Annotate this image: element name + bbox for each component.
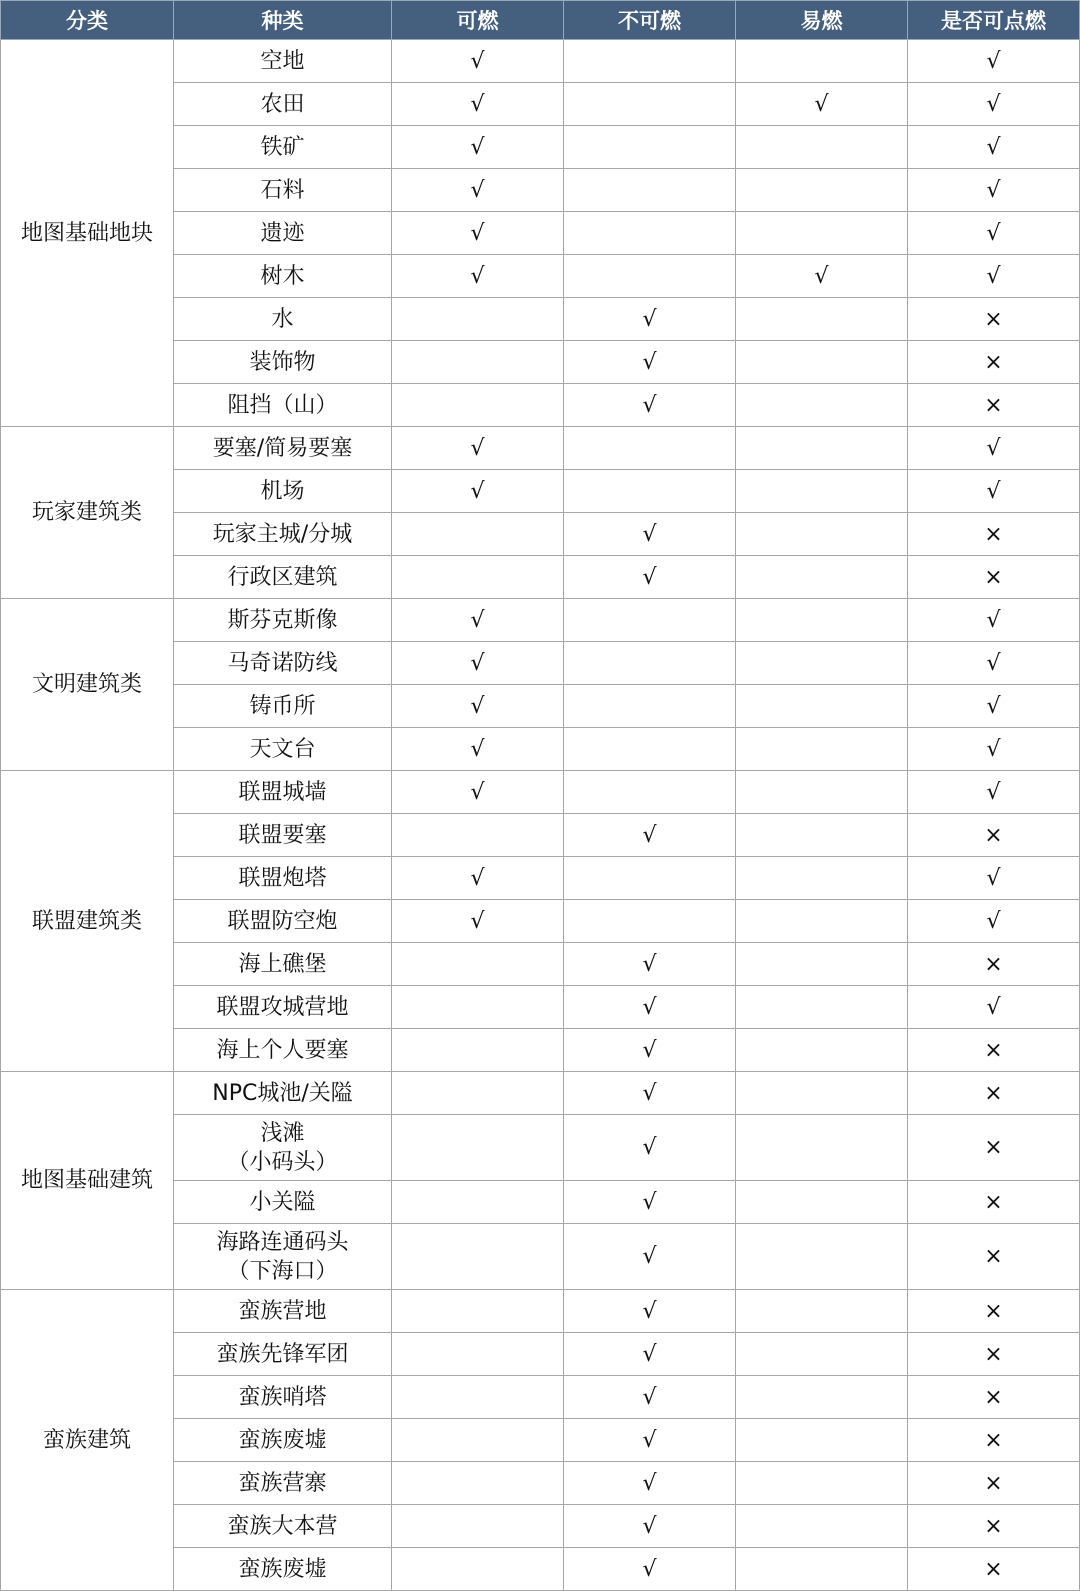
ignitable-cell: √	[908, 900, 1080, 943]
flammable-cell	[736, 298, 908, 341]
non-combustible-cell: √	[564, 1115, 736, 1181]
combustible-cell: √	[392, 126, 564, 169]
flammable-cell	[736, 470, 908, 513]
type-name-cell	[174, 1462, 392, 1505]
combustible-cell: √	[392, 728, 564, 771]
type-name: 蛮族大本营	[227, 1513, 338, 1539]
type-name: 蛮族废墟	[238, 1556, 327, 1582]
type-name: 玩家主城/分城	[212, 521, 353, 547]
type-name: 联盟要塞	[238, 822, 327, 848]
type-name-cell	[174, 126, 392, 169]
non-combustible-cell: √	[564, 298, 736, 341]
flammable-cell	[736, 900, 908, 943]
type-name-line2: （小码头）	[227, 1149, 338, 1175]
type-name: 海上个人要塞	[216, 1037, 349, 1063]
combustible-cell	[392, 986, 564, 1029]
non-combustible-cell	[564, 212, 736, 255]
flammable-cell	[736, 1462, 908, 1505]
type-name: NPC城池/关隘	[212, 1080, 353, 1106]
ignitable-cell: ×	[908, 814, 1080, 857]
type-name-cell	[174, 1072, 392, 1115]
flammable-cell	[736, 943, 908, 986]
flammable-cell	[736, 1376, 908, 1419]
combustible-cell	[392, 1115, 564, 1181]
combustible-cell: √	[392, 255, 564, 298]
ignitable-cell: ×	[908, 943, 1080, 986]
non-combustible-cell	[564, 40, 736, 83]
combustible-cell: √	[392, 427, 564, 470]
combustible-cell	[392, 1505, 564, 1548]
combustible-cell: √	[392, 169, 564, 212]
header-combustible: 可燃	[392, 1, 564, 40]
non-combustible-cell	[564, 427, 736, 470]
ignitable-cell: √	[908, 169, 1080, 212]
ignitable-cell: ×	[908, 384, 1080, 427]
ignitable-cell: ×	[908, 341, 1080, 384]
type-name-cell	[174, 1548, 392, 1591]
type-name: 要塞/简易要塞	[212, 435, 353, 461]
combustible-cell	[392, 1290, 564, 1333]
non-combustible-cell	[564, 126, 736, 169]
type-name: 空地	[260, 48, 305, 74]
flammable-cell	[736, 1029, 908, 1072]
type-name-cell	[174, 341, 392, 384]
non-combustible-cell: √	[564, 1181, 736, 1224]
flammable-cell	[736, 556, 908, 599]
combustible-cell: √	[392, 685, 564, 728]
combustible-cell: √	[392, 470, 564, 513]
table-row	[1, 1290, 1080, 1333]
combustible-cell: √	[392, 83, 564, 126]
type-name: 农田	[260, 91, 305, 117]
combustible-cell: √	[392, 771, 564, 814]
type-name-cell	[174, 1290, 392, 1333]
category-cell: 文明建筑类	[1, 599, 174, 771]
non-combustible-cell: √	[564, 1029, 736, 1072]
flammable-cell: √	[736, 83, 908, 126]
combustible-cell	[392, 1548, 564, 1591]
non-combustible-cell: √	[564, 1290, 736, 1333]
type-name: 铁矿	[260, 134, 305, 160]
combustible-cell	[392, 384, 564, 427]
ignitable-cell: ×	[908, 1462, 1080, 1505]
flammable-cell	[736, 427, 908, 470]
ignitable-cell: √	[908, 255, 1080, 298]
type-name-cell	[174, 728, 392, 771]
type-name-cell	[174, 1419, 392, 1462]
ignitable-cell: ×	[908, 1115, 1080, 1181]
type-name: 铸币所	[249, 693, 316, 719]
ignitable-cell: √	[908, 470, 1080, 513]
combustible-cell	[392, 1029, 564, 1072]
non-combustible-cell	[564, 728, 736, 771]
non-combustible-cell	[564, 642, 736, 685]
type-name: 行政区建筑	[227, 564, 338, 590]
table-row	[1, 771, 1080, 814]
header-non-combustible: 不可燃	[564, 1, 736, 40]
table-row	[1, 1072, 1080, 1115]
ignitable-cell: ×	[908, 1333, 1080, 1376]
ignitable-cell: √	[908, 857, 1080, 900]
non-combustible-cell: √	[564, 1333, 736, 1376]
flammable-cell	[736, 599, 908, 642]
header-row	[1, 1, 1080, 40]
combustible-cell	[392, 1333, 564, 1376]
type-name-cell	[174, 1333, 392, 1376]
type-name: 石料	[260, 177, 305, 203]
type-name: 小关隘	[249, 1189, 316, 1215]
non-combustible-cell	[564, 857, 736, 900]
non-combustible-cell	[564, 255, 736, 298]
flammable-cell	[736, 126, 908, 169]
non-combustible-cell: √	[564, 1505, 736, 1548]
type-name-cell	[174, 470, 392, 513]
combustible-cell: √	[392, 599, 564, 642]
ignitable-cell: √	[908, 599, 1080, 642]
ignitable-cell: ×	[908, 1072, 1080, 1115]
ignitable-cell: ×	[908, 556, 1080, 599]
type-name: 装饰物	[249, 349, 316, 375]
flammable-cell: √	[736, 255, 908, 298]
flammable-cell	[736, 857, 908, 900]
flammable-cell	[736, 814, 908, 857]
ignitable-cell: ×	[908, 513, 1080, 556]
flammable-cell	[736, 771, 908, 814]
combustible-cell: √	[392, 212, 564, 255]
non-combustible-cell: √	[564, 384, 736, 427]
type-name: 机场	[260, 478, 305, 504]
combustible-cell	[392, 1462, 564, 1505]
type-name-cell	[174, 1115, 392, 1181]
ignitable-cell: √	[908, 728, 1080, 771]
type-name: 阻挡（山）	[227, 392, 338, 418]
combustible-cell: √	[392, 857, 564, 900]
ignitable-cell: √	[908, 986, 1080, 1029]
flammable-cell	[736, 1224, 908, 1290]
flammable-cell	[736, 40, 908, 83]
type-name-cell	[174, 1029, 392, 1072]
type-name: 联盟防空炮	[227, 908, 338, 934]
ignitable-cell: √	[908, 427, 1080, 470]
type-name: 天文台	[249, 736, 316, 762]
type-name: 遗迹	[260, 220, 305, 246]
non-combustible-cell: √	[564, 1376, 736, 1419]
ignitable-cell: √	[908, 642, 1080, 685]
ignitable-cell: √	[908, 126, 1080, 169]
ignitable-cell: ×	[908, 1290, 1080, 1333]
type-name-cell	[174, 685, 392, 728]
combustible-cell: √	[392, 900, 564, 943]
non-combustible-cell: √	[564, 814, 736, 857]
combustible-cell	[392, 1376, 564, 1419]
ignitable-cell: √	[908, 40, 1080, 83]
non-combustible-cell	[564, 771, 736, 814]
type-name-cell	[174, 384, 392, 427]
header-type: 种类	[174, 1, 392, 40]
type-name-cell	[174, 1376, 392, 1419]
type-name-cell	[174, 814, 392, 857]
combustible-cell	[392, 814, 564, 857]
flammable-cell	[736, 341, 908, 384]
non-combustible-cell	[564, 599, 736, 642]
combustible-cell	[392, 513, 564, 556]
non-combustible-cell	[564, 169, 736, 212]
type-name-cell	[174, 943, 392, 986]
flammable-cell	[736, 1548, 908, 1591]
combustible-cell	[392, 556, 564, 599]
category-cell: 地图基础建筑	[1, 1072, 174, 1290]
type-name: 树木	[260, 263, 305, 289]
type-name-cell	[174, 1181, 392, 1224]
combustible-cell	[392, 298, 564, 341]
combustible-cell	[392, 1224, 564, 1290]
non-combustible-cell: √	[564, 1072, 736, 1115]
type-name: 海路连通码头	[216, 1229, 349, 1255]
flammable-cell	[736, 642, 908, 685]
non-combustible-cell: √	[564, 986, 736, 1029]
non-combustible-cell: √	[564, 1224, 736, 1290]
ignitable-cell: ×	[908, 1548, 1080, 1591]
category-cell: 联盟建筑类	[1, 771, 174, 1072]
flammable-cell	[736, 1333, 908, 1376]
combustible-cell: √	[392, 642, 564, 685]
non-combustible-cell	[564, 83, 736, 126]
ignitable-cell: √	[908, 212, 1080, 255]
non-combustible-cell: √	[564, 341, 736, 384]
type-name: 马奇诺防线	[227, 650, 338, 676]
ignitable-cell: ×	[908, 1376, 1080, 1419]
table-row	[1, 427, 1080, 470]
type-name-cell	[174, 1505, 392, 1548]
type-name-cell	[174, 40, 392, 83]
non-combustible-cell	[564, 900, 736, 943]
non-combustible-cell	[564, 470, 736, 513]
combustible-cell	[392, 943, 564, 986]
type-name-cell	[174, 212, 392, 255]
type-name: 斯芬克斯像	[227, 607, 338, 633]
flammable-cell	[736, 1290, 908, 1333]
flammable-cell	[736, 384, 908, 427]
type-name: 蛮族先锋军团	[216, 1341, 349, 1367]
category-cell: 地图基础地块	[1, 40, 174, 427]
category-cell: 玩家建筑类	[1, 427, 174, 599]
type-name: 海上礁堡	[238, 951, 327, 977]
ignitable-cell: ×	[908, 1029, 1080, 1072]
type-name-cell	[174, 556, 392, 599]
ignitable-cell: ×	[908, 1505, 1080, 1548]
header-flammable: 易燃	[736, 1, 908, 40]
ignitable-cell: √	[908, 771, 1080, 814]
type-name: 蛮族营寨	[238, 1470, 327, 1496]
non-combustible-cell: √	[564, 1548, 736, 1591]
flammable-cell	[736, 513, 908, 556]
table-row	[1, 599, 1080, 642]
type-name: 浅滩	[260, 1120, 305, 1146]
non-combustible-cell: √	[564, 1462, 736, 1505]
type-name: 水	[271, 306, 294, 332]
flammable-cell	[736, 169, 908, 212]
type-name-cell	[174, 169, 392, 212]
non-combustible-cell: √	[564, 556, 736, 599]
non-combustible-cell: √	[564, 943, 736, 986]
type-name-cell	[174, 599, 392, 642]
type-name-cell	[174, 83, 392, 126]
type-name-line2: （下海口）	[227, 1258, 338, 1284]
combustible-cell	[392, 341, 564, 384]
type-name: 联盟城墙	[238, 779, 327, 805]
ignitable-cell: √	[908, 685, 1080, 728]
type-name-cell	[174, 298, 392, 341]
non-combustible-cell: √	[564, 513, 736, 556]
combustible-cell	[392, 1072, 564, 1115]
type-name-cell	[174, 255, 392, 298]
ignitable-cell: √	[908, 83, 1080, 126]
flammable-cell	[736, 1072, 908, 1115]
flammable-cell	[736, 986, 908, 1029]
type-name-cell	[174, 771, 392, 814]
type-name: 蛮族营地	[238, 1298, 327, 1324]
non-combustible-cell	[564, 685, 736, 728]
type-name-cell	[174, 642, 392, 685]
header-ignitable: 是否可点燃	[908, 1, 1080, 40]
table-body	[1, 40, 1080, 1591]
flammable-cell	[736, 1419, 908, 1462]
flammable-cell	[736, 1181, 908, 1224]
type-name-cell	[174, 1224, 392, 1290]
flammable-cell	[736, 685, 908, 728]
ignitable-cell: ×	[908, 1419, 1080, 1462]
type-name-cell	[174, 857, 392, 900]
combustible-cell	[392, 1419, 564, 1462]
flammable-cell	[736, 1505, 908, 1548]
type-name: 联盟炮塔	[238, 865, 327, 891]
flammable-cell	[736, 728, 908, 771]
type-name: 蛮族废墟	[238, 1427, 327, 1453]
combustible-cell: √	[392, 40, 564, 83]
type-name-cell	[174, 900, 392, 943]
type-name: 蛮族哨塔	[238, 1384, 327, 1410]
non-combustible-cell: √	[564, 1419, 736, 1462]
type-name: 联盟攻城营地	[216, 994, 349, 1020]
combustible-cell	[392, 1181, 564, 1224]
flammable-cell	[736, 1115, 908, 1181]
ignitable-cell: ×	[908, 1181, 1080, 1224]
type-name-cell	[174, 427, 392, 470]
ignitable-cell: ×	[908, 298, 1080, 341]
type-name-cell	[174, 986, 392, 1029]
category-cell: 蛮族建筑	[1, 1290, 174, 1591]
ignitable-cell: ×	[908, 1224, 1080, 1290]
table-row	[1, 40, 1080, 83]
header-category: 分类	[1, 1, 174, 40]
type-name-cell	[174, 513, 392, 556]
flammable-cell	[736, 212, 908, 255]
